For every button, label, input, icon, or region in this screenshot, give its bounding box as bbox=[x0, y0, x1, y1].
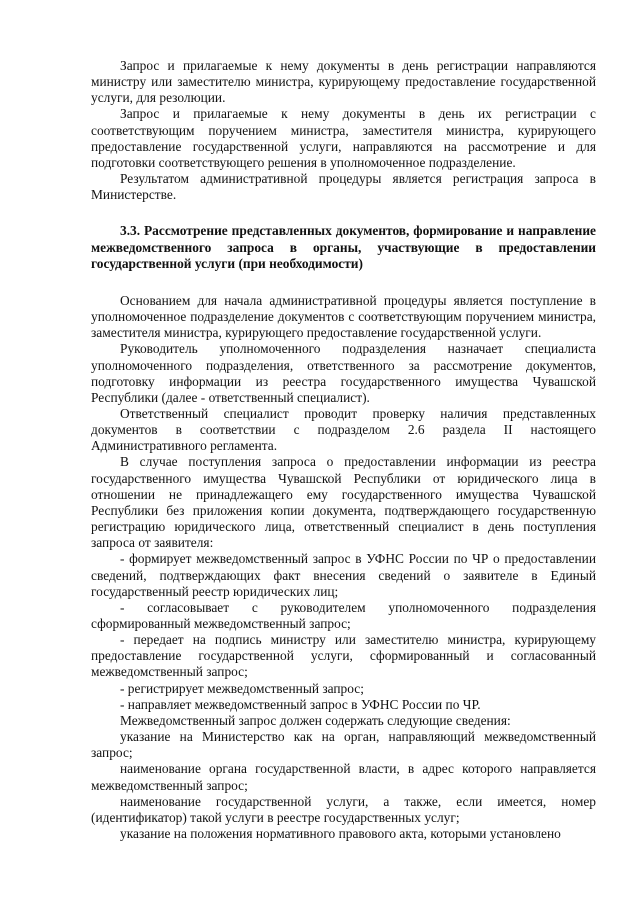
list-item: указание на положения нормативного правового акта, которыми установлено bbox=[120, 826, 561, 842]
list-item: - направляет межведомственный запрос в УФНС России по ЧР. bbox=[120, 696, 481, 712]
paragraph: Запрос и прилагаемые к нему документы в день их регистрации с соответствующим поручением министра, заместителя министра, курирующего предоставление государственной услуги, направляются на рассмотрение и для подготовки соответствующего решения в уполномоченное подразделение. bbox=[91, 106, 596, 170]
spacer bbox=[91, 203, 596, 223]
paragraph: Основанием для начала административной процедуры является поступление в уполномоченное подразделение документов с соответствующим поручением министра, заместителя министра, курирующего предоставление государственной услуги. bbox=[91, 292, 596, 341]
section-heading: 3.3. Рассмотрение представленных документов, формирование и направление межведомственного запроса в органы, участвующие в предоставлении государственной услуги (при необходимости) bbox=[91, 223, 596, 271]
list-item: указание на Министерство как на орган, направляющий межведомственный запрос; bbox=[91, 729, 596, 761]
list-item: - регистрирует межведомственный запрос; bbox=[120, 680, 364, 696]
list-item: наименование органа государственной власти, в адрес которого направляется межведомственный запрос; bbox=[91, 761, 596, 793]
paragraph: Руководитель уполномоченного подразделения назначает специалиста уполномоченного подразделения, ответственного за рассмотрение документов, подготовку информации из реестра государственного имущества Чувашской Республики (далее - ответственный специалист). bbox=[91, 341, 596, 405]
document-page bbox=[91, 58, 596, 842]
list-item: наименование государственной услуги, а также, если имеется, номер (идентификатор) такой услуги в реестре государственных услуг; bbox=[91, 793, 596, 825]
paragraph: Запрос и прилагаемые к нему документы в день регистрации направляются министру или заместителю министра, курирующему предоставление государственной услуги, для резолюции. bbox=[91, 58, 596, 106]
list-item: - согласовывает с руководителем уполномоченного подразделения сформированный межведомственный запрос; bbox=[91, 599, 596, 631]
paragraph: Межведомственный запрос должен содержать следующие сведения: bbox=[120, 712, 511, 728]
paragraph: В случае поступления запроса о предоставлении информации из реестра государственного имущества Чувашской Республики от юридического лица в отношении не принадлежащего ему государственного имущества Чувашской Республики без приложения копии документа, подтверждающего государственную регистрацию юридического лица, ответственный специалист в день поступления запроса от заявителя: bbox=[91, 454, 596, 551]
paragraph: Ответственный специалист проводит проверку наличия представленных документов в соответствии с подразделом 2.6 раздела II настоящего Административного регламента. bbox=[91, 405, 596, 454]
list-item: - формирует межведомственный запрос в УФНС России по ЧР о предоставлении сведений, подтверждающих факт внесения сведений о заявителе в Единый государственный реестр юридических лиц; bbox=[91, 551, 596, 599]
list-item: - передает на подпись министру или заместителю министра, курирующему предоставление государственной услуги, сформированный и согласованный межведомственный запрос; bbox=[91, 632, 596, 680]
spacer bbox=[91, 272, 596, 293]
paragraph: Результатом административной процедуры является регистрация запроса в Министерстве. bbox=[91, 171, 596, 203]
